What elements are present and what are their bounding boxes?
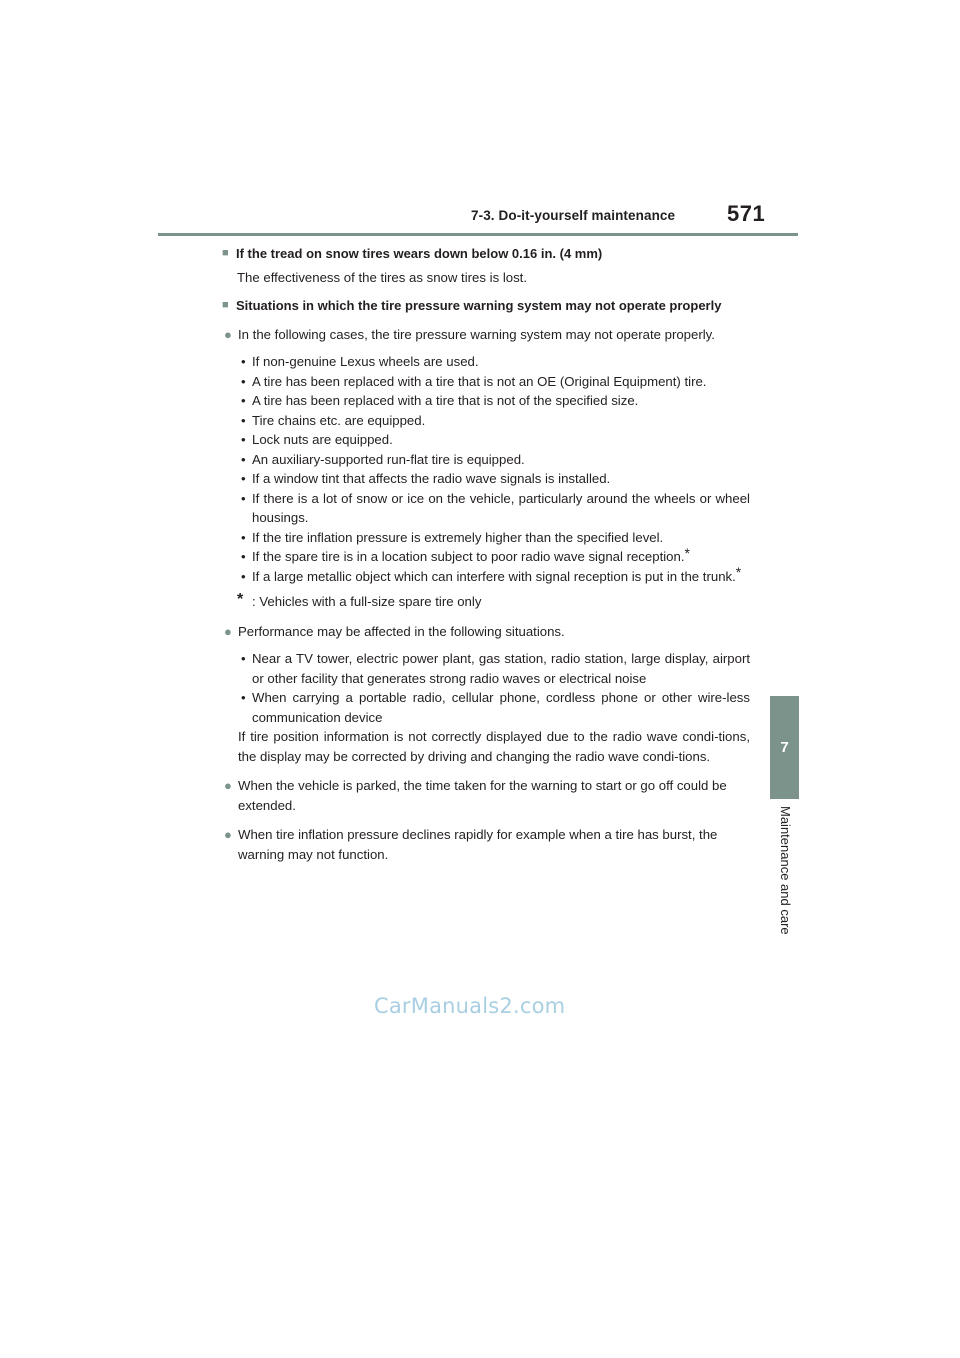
list-item: • If a window tint that affects the radio wave signals is installed. — [241, 471, 611, 486]
paragraph: If tire position information is not correctly displayed due to the radio wave condi-tions, the display may be corrected by driving and changing the radio wave condi-tions. — [238, 729, 750, 764]
list-item-text: An auxiliary-supported run-flat tire is equipped. — [252, 451, 525, 467]
heading-text: If the tread on snow tires wears down below 0.16 in. (4 mm) — [236, 246, 603, 261]
chapter-tab-number: 7 — [780, 739, 789, 756]
list-item: • If a large metallic object which can interfere with signal reception is put in the trunk.* — [241, 564, 742, 584]
bullet-item — [222, 325, 750, 345]
sub-list — [222, 352, 750, 586]
list-item-text: If there is a lot of snow or ice on the vehicle, particularly around the wheels or wheel housings. — [252, 490, 750, 525]
list-item-text: When carrying a portable radio, cellular phone, cordless phone or other wire-less communication device — [252, 690, 750, 725]
list-item-text: A tire has been replaced with a tire that is not an OE (Original Equipment) tire. — [252, 373, 707, 389]
list-item: • A tire has been replaced with a tire that is not of the specified size. — [241, 393, 639, 408]
paragraph: The effectiveness of the tires as snow tires is lost. — [237, 269, 528, 285]
section-title: 7-3. Do-it-yourself maintenance — [471, 208, 676, 223]
watermark: CarManuals2.com — [374, 994, 566, 1018]
list-item: • Near a TV tower, electric power plant, gas station, radio station, large display, airport or other facility that generates strong radio waves or electrical noise — [241, 651, 750, 686]
bullet-icon: ● — [224, 778, 232, 793]
heading-text: Situations in which the tire pressure warning system may not operate properly — [236, 298, 722, 313]
section-heading — [224, 244, 750, 264]
list-item: • If there is a lot of snow or ice on the vehicle, particularly around the wheels or wheel housings. — [241, 490, 750, 525]
list-item: • Tire chains etc. are equipped. — [241, 412, 426, 428]
footnote-text: : Vehicles with a full-size spare tire only — [252, 594, 482, 609]
list-item-text: If a window tint that affects the radio wave signals is installed. — [252, 471, 611, 486]
bullet-item — [222, 776, 750, 815]
header-divider — [158, 233, 798, 236]
square-marker-icon: ■ — [222, 299, 229, 311]
list-item-text: Tire chains etc. are equipped. — [252, 412, 426, 428]
bullet-icon: ● — [224, 827, 232, 842]
chapter-label-text: Maintenance and care — [778, 806, 793, 935]
page-content — [222, 244, 750, 864]
footnote-marker: * — [735, 564, 742, 581]
footnote-marker: * — [684, 544, 690, 561]
footnote-marker: * — [237, 591, 244, 608]
bullet-icon: ● — [224, 326, 232, 342]
list-item-text: Near a TV tower, electric power plant, gas station, radio station, large display, airport or other facility that generates strong radio waves or electrical noise — [252, 651, 750, 686]
list-item-text: If the tire inflation pressure is extremely higher than the specified level. — [252, 529, 664, 545]
chapter-label — [775, 806, 795, 956]
page-number: 571 — [727, 201, 766, 226]
chapter-tab — [770, 696, 799, 799]
list-item-text: A tire has been replaced with a tire that is not of the specified size. — [252, 393, 639, 408]
square-marker-icon: ■ — [222, 247, 229, 259]
bullet-item — [222, 622, 750, 642]
list-item: • Lock nuts are equipped. — [241, 432, 393, 447]
list-item-text: Lock nuts are equipped. — [252, 432, 393, 447]
bullet-text: When the vehicle is parked, the time taken for the warning to start or go off could be extended. — [238, 778, 727, 813]
footnote — [222, 592, 750, 612]
bullet-text: Performance may be affected in the following situations. — [238, 623, 565, 639]
list-item: • A tire has been replaced with a tire that is not an OE (Original Equipment) tire. — [241, 373, 707, 389]
bullet-text: When tire inflation pressure declines rapidly for example when a tire has burst, the warning may not function. — [238, 827, 718, 862]
list-item-text: If the spare tire is in a location subject to poor radio wave signal reception. — [252, 549, 685, 564]
bullet-text: In the following cases, the tire pressure warning system may not operate properly. — [238, 326, 715, 342]
list-item: • If the tire inflation pressure is extremely higher than the specified level. — [241, 529, 664, 545]
bullet-icon: ● — [224, 623, 232, 639]
list-item: • When carrying a portable radio, cellular phone, cordless phone or other wire-less communication device — [241, 690, 750, 725]
section-heading — [224, 296, 750, 316]
list-item: • If non-genuine Lexus wheels are used. — [241, 354, 479, 369]
list-item-text: If non-genuine Lexus wheels are used. — [252, 354, 479, 369]
list-item-text: If a large metallic object which can interfere with signal reception is put in the trunk. — [252, 568, 736, 584]
bullet-item — [222, 825, 750, 864]
list-item: • If the spare tire is in a location subject to poor radio wave signal reception.* — [241, 544, 690, 564]
sub-list — [222, 649, 750, 727]
list-item: • An auxiliary-supported run-flat tire is equipped. — [241, 451, 525, 467]
